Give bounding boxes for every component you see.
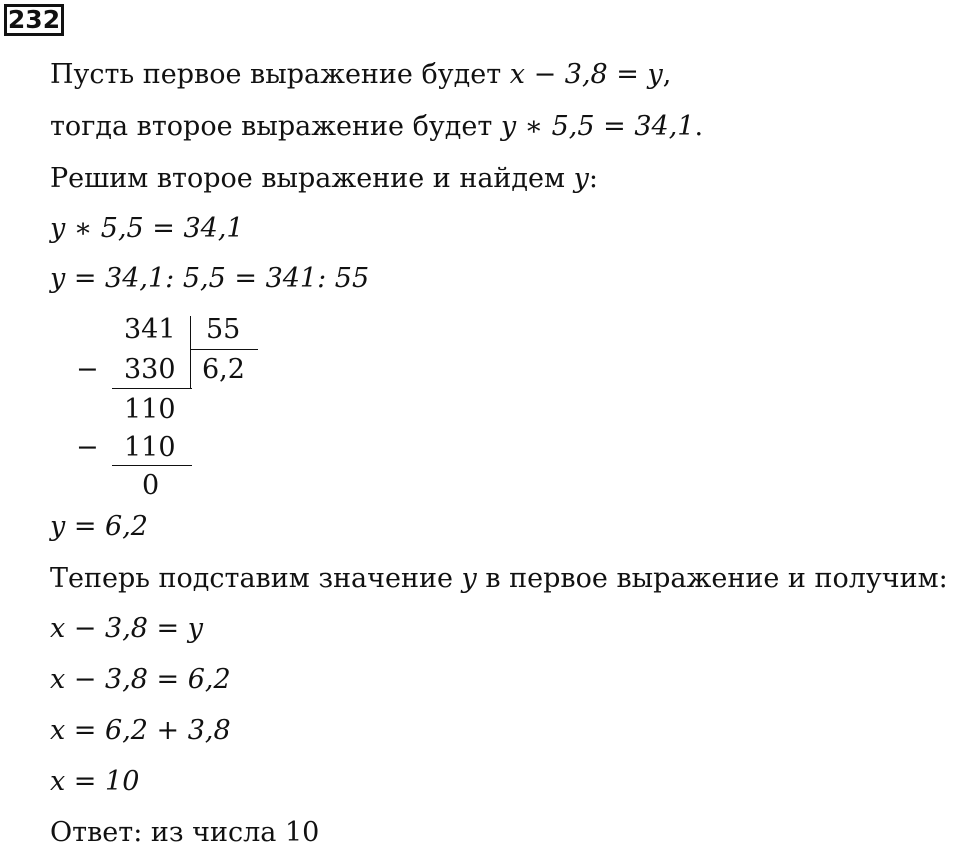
long-division bbox=[50, 312, 310, 512]
subtrahend-2: 110 bbox=[124, 432, 176, 463]
variable-y: y bbox=[461, 563, 477, 594]
problem-number-badge: 232 bbox=[4, 4, 64, 36]
division-bracket-horizontal bbox=[190, 349, 258, 350]
equation-line-10: x = 6,2 + 3,8 bbox=[50, 715, 231, 746]
statement-line-7-text-a: Теперь подставим значение bbox=[50, 563, 462, 594]
quotient: 6,2 bbox=[202, 354, 245, 385]
equation-line-5: y = 34,1: 5,5 = 341: 55 bbox=[50, 263, 370, 294]
subtraction-line-1 bbox=[112, 388, 192, 389]
statement-line-1-text: Пусть первое выражение будет bbox=[50, 59, 510, 90]
equation-line-9: x − 3,8 = 6,2 bbox=[50, 664, 231, 695]
answer-line: Ответ: из числа 10 bbox=[50, 817, 320, 848]
statement-line-3 bbox=[50, 162, 598, 196]
subtrahend-1: 330 bbox=[124, 354, 176, 385]
remainder-1: 110 bbox=[124, 394, 176, 425]
result-y: y = 6,2 bbox=[50, 511, 148, 542]
statement-line-2 bbox=[50, 110, 703, 144]
statement-line-2-text: тогда второе выражение будет bbox=[50, 111, 501, 142]
minus-sign-2: − bbox=[76, 432, 99, 463]
minus-sign-1: − bbox=[76, 354, 99, 385]
statement-line-7 bbox=[50, 562, 948, 596]
expression-first: x − 3,8 = y bbox=[509, 59, 663, 90]
divisor: 55 bbox=[206, 314, 241, 345]
statement-line-7-text-b: в первое выражение и получим: bbox=[476, 563, 948, 594]
punct: . bbox=[694, 111, 704, 142]
equation-line-4: y ∗ 5,5 = 34,1 bbox=[50, 213, 244, 244]
dividend: 341 bbox=[124, 314, 176, 345]
subtraction-line-2 bbox=[112, 465, 192, 466]
punct: : bbox=[588, 163, 598, 194]
variable-y: y bbox=[573, 163, 589, 194]
equation-line-11: x = 10 bbox=[50, 766, 140, 797]
punct: , bbox=[662, 59, 672, 90]
final-remainder: 0 bbox=[142, 470, 160, 501]
expression-second: y ∗ 5,5 = 34,1 bbox=[500, 111, 695, 142]
equation-line-8: x − 3,8 = y bbox=[50, 613, 203, 644]
statement-line-3-text: Решим второе выражение и найдем bbox=[50, 163, 574, 194]
statement-line-1 bbox=[50, 58, 671, 92]
division-bracket-vertical bbox=[190, 316, 191, 388]
